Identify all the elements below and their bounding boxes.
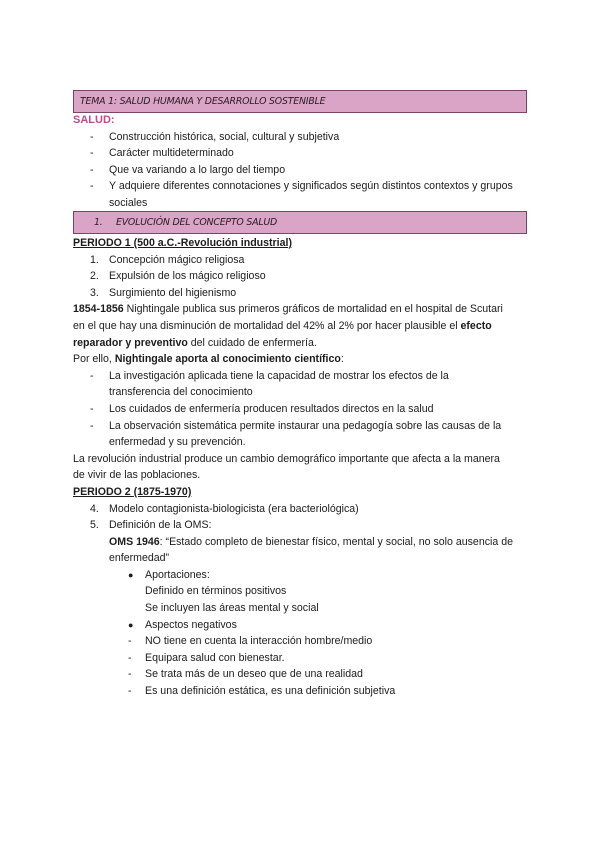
list-item: - La investigación aplicada tiene la capacidad de mostrar los efectos de la <box>90 369 449 382</box>
list-item: - NO tiene en cuenta la interacción hombre/medio <box>128 635 373 648</box>
chapter-title: TEMA 1: SALUD HUMANA Y DESARROLLO SOSTENIBLE <box>80 96 326 107</box>
list-item: - Y adquiere diferentes connotaciones y significados según distintos contextos y grupos <box>90 180 513 193</box>
aportaciones-line: Definido en términos positivos <box>145 585 287 598</box>
list-item: - Construcción histórica, social, cultural y subjetiva <box>90 130 340 143</box>
chapter-banner <box>73 90 527 113</box>
oms-definition: OMS 1946: “Estado completo de bienestar físico, mental y social, no solo ausencia de enfermedad” <box>109 535 513 565</box>
bullet-icon: ● <box>128 619 134 630</box>
list-item: - Los cuidados de enfermería producen resultados directos en la salud <box>90 402 434 415</box>
list-item: - Equipara salud con bienestar. <box>128 651 285 664</box>
list-item-continuation: transferencia del conocimiento <box>109 386 253 399</box>
period1-section <box>73 235 529 700</box>
salud-heading: SALUD: <box>73 114 115 126</box>
bullet-icon: ● <box>128 569 134 580</box>
salud-section <box>73 112 529 212</box>
section-banner <box>73 211 527 234</box>
list-item: 5. Definición de la OMS: <box>90 519 212 532</box>
revolucion-paragraph: La revolución industrial produce un cambio demográfico importante que afecta a la manera de vivir de las poblaciones. <box>73 452 500 482</box>
section-title: EVOLUCIÓN DEL CONCEPTO SALUD <box>116 217 278 228</box>
list-item: - Que va variando a lo largo del tiempo <box>90 163 286 176</box>
por-ello-paragraph: Por ello, Nightingale aporta al conocimiento científico: <box>73 353 344 366</box>
period1-heading: PERIODO 1 (500 a.C.-Revolución industrial) <box>73 237 292 249</box>
list-item-continuation: enfermedad y su prevención. <box>109 436 246 449</box>
list-item: 3. Surgimiento del higienismo <box>90 286 237 299</box>
list-item-continuation: sociales <box>109 196 148 209</box>
list-item: - Es una definición estática, es una definición subjetiva <box>128 685 396 698</box>
aportaciones-line: Se incluyen las áreas mental y social <box>145 602 319 615</box>
list-item: - Se trata más de un deseo que de una realidad <box>128 668 363 681</box>
period2-heading: PERIODO 2 (1875-1970) <box>73 485 192 498</box>
list-item: 4. Modelo contagionista-biologicista (era bacteriológica) <box>90 502 359 515</box>
list-item: 2. Expulsión de los mágico religioso <box>90 270 266 283</box>
list-item: - La observación sistemática permite instaurar una pedagogía sobre las causas de la <box>90 419 502 432</box>
nightingale-paragraph: 1854-1856 Nightingale publica sus primeros gráficos de mortalidad en el hospital de Scutari en el que hay una disminución de mortalidad del 42% al 2% por hacer plausible el efecto reparador y preventivo del cuidado de enfermería. <box>73 303 503 349</box>
list-item: - Carácter multideterminado <box>90 147 234 160</box>
negativos-bullet: ● Aspectos negativos <box>73 617 529 634</box>
aportaciones-bullet: ● Aportaciones: <box>73 567 529 584</box>
section-number: 1. <box>94 217 103 228</box>
list-item: 1. Concepción mágico religiosa <box>90 253 245 266</box>
